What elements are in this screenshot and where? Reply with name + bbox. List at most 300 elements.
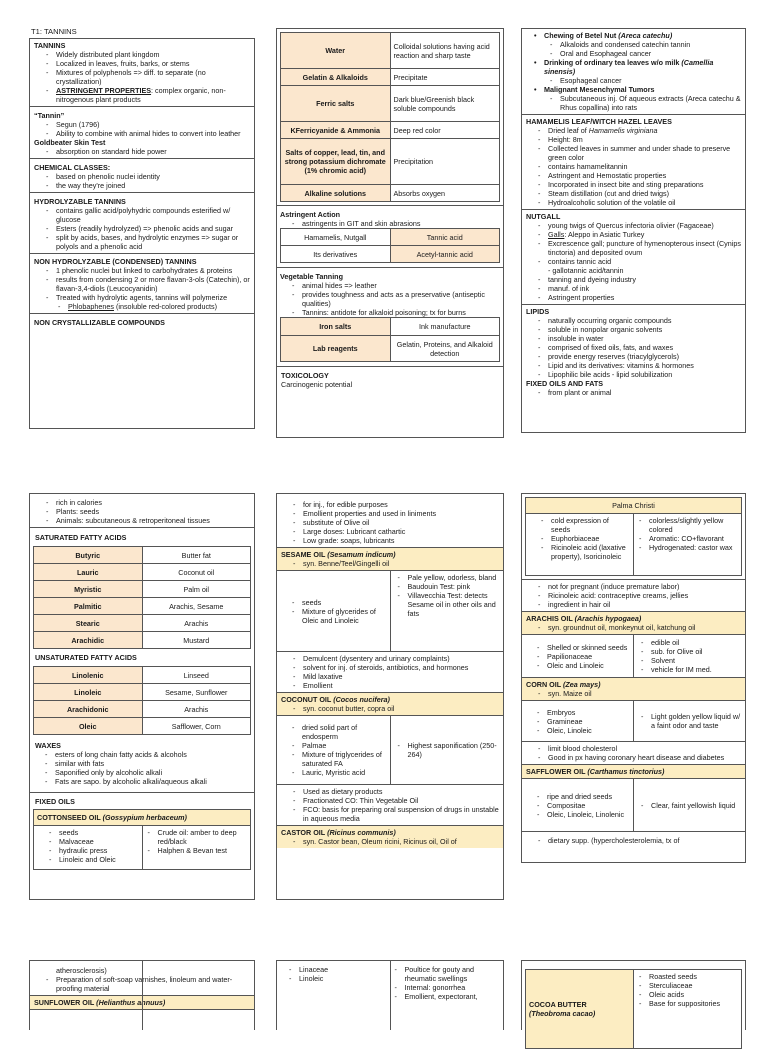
list-item: - Oleic acids bbox=[639, 990, 738, 999]
sesame-heading-section bbox=[277, 548, 503, 571]
list-item: - Shelled or skinned seeds bbox=[537, 643, 630, 652]
table-cell bbox=[634, 701, 746, 741]
table-row bbox=[522, 635, 745, 677]
list-item: - vehicle for IM med. bbox=[641, 665, 742, 674]
intro-section bbox=[30, 494, 254, 528]
table-cell bbox=[390, 716, 503, 784]
list-item: - ingredient in hair oil bbox=[538, 600, 741, 609]
list-item: - young twigs of Quercus infectoria olivier (Fagaceae) bbox=[538, 221, 741, 230]
arachis-body bbox=[522, 635, 745, 678]
divider bbox=[142, 961, 143, 1030]
table-cell: Tannic acid bbox=[390, 229, 500, 246]
astringent-table bbox=[280, 228, 500, 263]
lipids-heading: LIPIDS bbox=[526, 307, 550, 316]
sesame-body bbox=[277, 571, 503, 652]
list-item: - edible oil bbox=[641, 638, 742, 647]
list-item: - Incorporated in insect bite and sting preparations bbox=[538, 180, 741, 189]
list-item: - syn. coconut butter, copra oil bbox=[293, 704, 499, 713]
list-item: - Gramineae bbox=[537, 717, 630, 726]
list-item: - Crude oil: amber to deep red/black bbox=[148, 828, 248, 846]
table-cell: KFerricyanide & Ammonia bbox=[281, 122, 391, 139]
table-cell bbox=[634, 514, 742, 576]
list-item: - cold expression of seeds bbox=[541, 516, 630, 534]
table-cell: Colloidal solutions having acid reaction and sharp taste bbox=[390, 33, 500, 69]
coconut-sci: (Cocos nucifera) bbox=[333, 695, 390, 704]
list-item: - syn. Castor bean, Oleum ricini, Ricinus oil, Oil of bbox=[293, 837, 499, 846]
castor-sci: (Ricinus communis) bbox=[327, 828, 396, 837]
list-item bbox=[534, 31, 741, 40]
list-item: - Light golden yellow liquid w/ a faint odor and taste bbox=[641, 712, 742, 730]
table-cell: Arachidic bbox=[34, 632, 143, 649]
list-item: - Emollient properties and used in liniments bbox=[293, 509, 499, 518]
oils-panel-3 bbox=[29, 960, 255, 1030]
list-item: - Emollient, expectorant, bbox=[395, 992, 504, 1001]
list-item: • Malignant Mesenchymal Tumors bbox=[534, 85, 741, 94]
table-cell: Precipitation bbox=[390, 139, 500, 185]
table-cell: Gelatin & Alkaloids bbox=[281, 69, 391, 86]
list-item: - Large doses: Lubricant cathartic bbox=[293, 527, 499, 536]
table-cell: Deep red color bbox=[390, 122, 500, 139]
toxicology-text: Carcinogenic potential bbox=[281, 380, 353, 389]
list-item: - Base for suppositories bbox=[639, 999, 738, 1008]
oils-panel-1 bbox=[276, 493, 504, 900]
table-cell: Palmitic bbox=[34, 598, 143, 615]
list-item: - Demulcent (dysentery and urinary complaints) bbox=[293, 654, 499, 663]
table-row bbox=[522, 779, 745, 831]
linseed-body bbox=[277, 961, 503, 1030]
corn-table bbox=[522, 701, 745, 741]
palma-table bbox=[525, 497, 742, 576]
arachis-name: ARACHIS OIL bbox=[526, 614, 573, 623]
list-item: - similar with fats bbox=[45, 759, 251, 768]
corn-heading-section bbox=[522, 678, 745, 701]
table-row bbox=[34, 667, 251, 684]
table-cell: Precipitate bbox=[390, 69, 500, 86]
list-item: - 1 phenolic nuclei but linked to carbohydrates & proteins bbox=[46, 266, 250, 275]
list-item: - Low grade: soaps, lubricants bbox=[293, 536, 499, 545]
cocoa-heading bbox=[526, 970, 634, 1049]
table-cell: Linolenic bbox=[34, 667, 143, 684]
astringent-action-heading: Astringent Action bbox=[280, 210, 341, 219]
list-item: - Astringent properties bbox=[538, 293, 741, 302]
table-cell: Arachis bbox=[142, 615, 251, 632]
list-item: - from plant or animal bbox=[538, 388, 741, 397]
list-item: - based on phenolic nuclei identity bbox=[46, 172, 250, 181]
linseed-left bbox=[277, 961, 391, 1030]
list-item: - colorless/slightly yellow colored bbox=[639, 516, 738, 534]
unsaturated-table bbox=[33, 666, 251, 735]
toxicology-heading: TOXICOLOGY bbox=[281, 371, 329, 380]
list-item bbox=[534, 58, 741, 76]
nutgall-section bbox=[522, 210, 745, 305]
table-cell bbox=[522, 635, 634, 677]
list-item: - FCO: basis for preparing oral suspension of drugs in unstable in aqueous media bbox=[293, 805, 499, 823]
list-item: - soluble in nonpolar organic solvents bbox=[538, 325, 741, 334]
table-cell bbox=[142, 826, 251, 870]
astringent-label: ASTRINGENT PROPERTIES bbox=[56, 86, 152, 95]
list-item: - Papilionaceae bbox=[537, 652, 630, 661]
tannin-word-section bbox=[30, 107, 254, 159]
list-item: - Widely distributed plant kingdom bbox=[46, 50, 250, 59]
tannins-panel bbox=[29, 38, 255, 429]
table-cell: Stearic bbox=[34, 615, 143, 632]
galls-text: : Aleppo in Asiatic Turkey bbox=[564, 230, 645, 239]
table-cell: Hamamelis, Nutgall bbox=[281, 229, 391, 246]
list-item: - seeds bbox=[292, 598, 387, 607]
list-item: - Ricinoleic acid (laxative property), Isoricinoleic bbox=[541, 543, 630, 561]
list-item: - substitute of Olive oil bbox=[293, 518, 499, 527]
list-item: - syn. Benne/Teel/Gingelli oil bbox=[293, 559, 499, 568]
list-item: - Villavecchia Test: detects Sesame oil in other oils and fats bbox=[398, 591, 501, 618]
table-row bbox=[281, 185, 500, 202]
list-item: - Height: 8m bbox=[538, 135, 741, 144]
tea-label: Drinking of ordinary tea leaves w/o milk bbox=[544, 58, 680, 67]
list-item: - contains tannic acid bbox=[538, 257, 741, 266]
continued-text: atherosclerosis) bbox=[56, 966, 107, 975]
betel-sci: (Areca catechu) bbox=[618, 31, 673, 40]
list-item: - Good in px having coronary heart disease and diabetes bbox=[538, 753, 741, 762]
table-row bbox=[281, 229, 500, 246]
table-row bbox=[281, 69, 500, 86]
table-cell: Coconut oil bbox=[142, 564, 251, 581]
table-row bbox=[34, 684, 251, 701]
noncrystallizable-section bbox=[30, 314, 254, 329]
table-cell: Water bbox=[281, 33, 391, 69]
hamamelis-sci: Hamamelis virginiana bbox=[588, 126, 658, 135]
list-item: - Esophageal cancer bbox=[550, 76, 741, 85]
list-item: - Alkaloids and condensed catechin tannin bbox=[550, 40, 741, 49]
reactions-panel bbox=[276, 28, 504, 438]
table-cell bbox=[526, 514, 634, 576]
table-cell bbox=[634, 779, 746, 831]
tannins-section bbox=[30, 39, 254, 107]
safflower-body bbox=[522, 779, 745, 832]
list-item: - Embryos bbox=[537, 708, 630, 717]
list-item bbox=[538, 230, 741, 239]
list-item: - Excrescence gall; puncture of hymenopterous insect (Cynips tinctoria) and deposited ovum bbox=[538, 239, 741, 257]
list-item: - Fats are sapo. by alcoholic alkali/aqueous alkali bbox=[45, 777, 251, 786]
table-row bbox=[281, 139, 500, 185]
corn-name: CORN OIL bbox=[526, 680, 562, 689]
list-item: - split by acids, bases, and hydrolytic enzymes => sugar or polyols and a phenolic acid bbox=[46, 233, 250, 251]
corn-body bbox=[522, 701, 745, 742]
oils-panel-5 bbox=[521, 960, 746, 1030]
list-item bbox=[58, 302, 250, 311]
table-row bbox=[281, 122, 500, 139]
list-item: - Palmae bbox=[292, 741, 387, 750]
list-item: - Astringent and Hemostatic properties bbox=[538, 171, 741, 180]
corn-sci: (Zea mays) bbox=[563, 680, 601, 689]
table-cell bbox=[522, 779, 634, 831]
table-row bbox=[281, 33, 500, 69]
list-item: - Treated with hydrolytic agents, tannins will polymerize bbox=[46, 293, 250, 302]
tannin-word-heading: “Tannin” bbox=[34, 111, 65, 120]
coconut-table bbox=[277, 716, 503, 784]
galls-label: Galls bbox=[548, 230, 565, 239]
arachis-table bbox=[522, 635, 745, 677]
list-item: - Lipid and its derivatives: vitamins & hormones bbox=[538, 361, 741, 370]
list-item: - not for pregnant (induce premature labor) bbox=[538, 582, 741, 591]
list-item: - Oleic, Linoleic bbox=[537, 726, 630, 735]
list-item: - Collected leaves in summer and under shade to preserve green color bbox=[538, 144, 741, 162]
table-row bbox=[34, 615, 251, 632]
table-cell: Arachis bbox=[142, 701, 251, 718]
table-row bbox=[34, 718, 251, 735]
list-item: - Used as dietary products bbox=[293, 787, 499, 796]
safflower-heading-section bbox=[522, 765, 745, 779]
sesame-name: SESAME OIL bbox=[281, 550, 326, 559]
table-cell: Salts of copper, lead, tin, and strong potassium dichromate (1% chromic acid) bbox=[281, 139, 391, 185]
list-item: - Emollient bbox=[293, 681, 499, 690]
list-item: - naturally occurring organic compounds bbox=[538, 316, 741, 325]
page-title: T1: TANNINS bbox=[31, 27, 77, 36]
noncrystallizable-heading: NON CRYSTALLIZABLE COMPOUNDS bbox=[34, 318, 165, 327]
goldbeater-heading: Goldbeater Skin Test bbox=[34, 138, 106, 147]
list-item: - Poultice for gouty and rheumatic swellings bbox=[395, 965, 504, 983]
cocoa-sci: (Theobroma cacao) bbox=[529, 1009, 596, 1018]
table-row bbox=[34, 826, 251, 870]
table-row bbox=[277, 716, 503, 784]
linseed-right bbox=[391, 961, 504, 1030]
list-item: - Oleic and Linoleic bbox=[537, 661, 630, 670]
list-item: - syn. groundnut oil, monkeynut oil, katchung oil bbox=[538, 623, 741, 632]
list-item: - Localized in leaves, fruits, barks, or stems bbox=[46, 59, 250, 68]
list-item: - ripe and dried seeds bbox=[537, 792, 630, 801]
table-cell bbox=[390, 571, 503, 651]
sesame-uses-section bbox=[277, 652, 503, 693]
cocoa-table bbox=[525, 969, 742, 1049]
list-item bbox=[538, 126, 741, 135]
safflower-uses-section bbox=[522, 832, 745, 847]
list-item: - Linoleic and Oleic bbox=[49, 855, 139, 864]
vegetable-tanning-heading: Vegetable Tanning bbox=[280, 272, 343, 281]
table-row bbox=[34, 564, 251, 581]
sesame-table bbox=[277, 571, 503, 651]
list-item bbox=[46, 86, 250, 104]
sunflower-name: SUNFLOWER OIL bbox=[34, 998, 95, 1007]
list-item: - Mixtures of polyphenols => diff. to separate (no crystallization) bbox=[46, 68, 250, 86]
table-cell: Iron salts bbox=[281, 318, 391, 336]
list-item: - Baudouin Test: pink bbox=[398, 582, 501, 591]
fixed-oils-heading: FIXED OILS bbox=[35, 797, 75, 806]
list-item: - Hydroalcoholic solution of the volatile oil bbox=[538, 198, 741, 207]
astringent-text: : complex organic, non-nitrogenous plant products bbox=[56, 86, 226, 104]
carcinogen-section bbox=[522, 29, 745, 115]
tanning-table bbox=[280, 317, 500, 362]
table-row bbox=[281, 336, 500, 362]
fixed-oils-fats-heading: FIXED OILS AND FATS bbox=[526, 379, 604, 388]
table-cell: Its derivatives bbox=[281, 246, 391, 263]
list-item: - Halphen & Bevan test bbox=[148, 846, 248, 855]
table-cell: Arachidonic bbox=[34, 701, 143, 718]
cottonseed-name: COTTONSEED OIL bbox=[37, 813, 101, 822]
table-cell: Gelatin, Proteins, and Alkaloid detection bbox=[390, 336, 500, 362]
table-cell: Butter fat bbox=[142, 547, 251, 564]
list-item: - Ability to combine with animal hides to convert into leather bbox=[46, 129, 250, 138]
table-cell bbox=[634, 970, 742, 1049]
list-item: - esters of long chain fatty acids & alcohols bbox=[45, 750, 251, 759]
table-cell: Acetyl-tannic acid bbox=[390, 246, 500, 263]
list-item: - sub. for Olive oil bbox=[641, 647, 742, 656]
palma-section bbox=[522, 494, 745, 580]
list-item: - Plants: seeds bbox=[46, 507, 250, 516]
cottonseed-heading bbox=[34, 810, 251, 826]
list-item: - tanning and dyeing industry bbox=[538, 275, 741, 284]
cottonseed-sci: (Gossypium herbaceum) bbox=[102, 813, 187, 822]
list-item: - Fractionated CO: Thin Vegetable Oil bbox=[293, 796, 499, 805]
list-item: - Esters (readily hydrolyzed) => phenolic acids and sugar bbox=[46, 224, 250, 233]
list-item: - Linoleic bbox=[289, 974, 390, 983]
list-item: - Linaceae bbox=[289, 965, 390, 974]
corn-uses-section bbox=[522, 742, 745, 765]
table-row bbox=[526, 970, 742, 1049]
list-item: - Highest saponification (250-264) bbox=[398, 741, 501, 759]
list-item: - Lipophilic bile acids - lipid solubilization bbox=[538, 370, 741, 379]
table-cell bbox=[522, 701, 634, 741]
list-item: - astringents in GIT and skin abrasions bbox=[292, 219, 500, 228]
castor-heading-section bbox=[277, 826, 503, 848]
coconut-heading-section bbox=[277, 693, 503, 716]
table-row bbox=[526, 514, 742, 576]
list-item: - Mixture of glycerides of Oleic and Linoleic bbox=[292, 607, 387, 625]
list-item: - Saponified only by alcoholic alkali bbox=[45, 768, 251, 777]
list-item: - Roasted seeds bbox=[639, 972, 738, 981]
reagents-section bbox=[277, 29, 503, 206]
fixed-oils-section bbox=[30, 793, 254, 873]
betel-label: Chewing of Betel Nut bbox=[544, 31, 617, 40]
table-row bbox=[34, 810, 251, 826]
list-item: - Lauric, Myristic acid bbox=[292, 768, 387, 777]
table-cell: Sesame, Sunflower bbox=[142, 684, 251, 701]
chemical-classes-section bbox=[30, 159, 254, 193]
reagent-table bbox=[280, 32, 500, 202]
arachis-heading-section bbox=[522, 612, 745, 635]
table-row bbox=[281, 246, 500, 263]
palma-heading: Palma Christi bbox=[526, 498, 742, 514]
saturated-heading: SATURATED FATTY ACIDS bbox=[35, 533, 127, 542]
list-item: - Clear, faint yellowish liquid bbox=[641, 801, 742, 810]
table-row bbox=[34, 598, 251, 615]
table-row bbox=[34, 581, 251, 598]
waxes-heading: WAXES bbox=[35, 741, 61, 750]
nonhydrolyzable-heading: NON HYDROLYZABLE (CONDENSED) TANNINS bbox=[34, 257, 197, 266]
list-item: - Preparation of soft-soap varnishes, linoleum and water-proofing material bbox=[46, 975, 250, 993]
list-item: - Internal: gonorrhea bbox=[395, 983, 504, 992]
safflower-name: SAFFLOWER OIL bbox=[526, 767, 586, 776]
list-item: - Mixture of triglycerides of saturated FA bbox=[292, 750, 387, 768]
list-item: - Malvaceae bbox=[49, 837, 139, 846]
chemical-classes-heading: CHEMICAL CLASSES: bbox=[34, 163, 111, 172]
tea-sci: (Camellia sinensis) bbox=[544, 58, 714, 76]
list-item: - for inj., for edible purposes bbox=[293, 500, 499, 509]
coconut-uses-section bbox=[277, 785, 503, 826]
table-cell: Safflower, Corn bbox=[142, 718, 251, 735]
list-item: - Hydrogenated: castor wax bbox=[639, 543, 738, 552]
table-cell: Butyric bbox=[34, 547, 143, 564]
saturated-table bbox=[33, 546, 251, 649]
table-cell bbox=[277, 571, 390, 651]
hydrolyzable-heading: HYDROLYZABLE TANNINS bbox=[34, 197, 126, 206]
table-row bbox=[34, 701, 251, 718]
tannins-heading: TANNINS bbox=[34, 41, 66, 50]
table-row bbox=[526, 498, 742, 514]
list-item: - animal hides => leather bbox=[292, 281, 500, 290]
tannin-sources-panel bbox=[521, 28, 746, 433]
hamamelis-section bbox=[522, 115, 745, 210]
table-row bbox=[281, 86, 500, 122]
list-item-text: Dried leaf of bbox=[548, 126, 589, 135]
table-cell: Alkaline solutions bbox=[281, 185, 391, 202]
toxicology-section bbox=[277, 367, 503, 391]
table-cell bbox=[277, 716, 390, 784]
list-item: - provide energy reserves (triacylglycerols) bbox=[538, 352, 741, 361]
list-item: - comprised of fixed oils, fats, and waxes bbox=[538, 343, 741, 352]
cottonseed-uses-section bbox=[277, 494, 503, 548]
hamamelis-heading: HAMAMELIS LEAF/WITCH HAZEL LEAVES bbox=[526, 117, 672, 126]
list-item: - Segun (1796) bbox=[46, 120, 250, 129]
list-item: - Steam distillation (cut and dried twigs) bbox=[538, 189, 741, 198]
hydrolyzable-section bbox=[30, 193, 254, 254]
list-item: - rich in calories bbox=[46, 498, 250, 507]
palma-uses-section bbox=[522, 580, 745, 612]
sunflower-body bbox=[30, 1010, 254, 1030]
gallotannic-text: - gallotannic acid/tannin bbox=[548, 266, 624, 275]
table-cell bbox=[34, 826, 143, 870]
lipids-section bbox=[522, 305, 745, 399]
table-cell: Mustard bbox=[142, 632, 251, 649]
list-item: - solvent for inj. of steroids, antibiotics, and hormones bbox=[293, 663, 499, 672]
phlobaphenes-text: (insoluble red-colored products) bbox=[113, 302, 218, 311]
list-item: - Tannins: antidote for alkaloid poisoning; tx for burns bbox=[292, 308, 500, 317]
list-item: - seeds bbox=[49, 828, 139, 837]
saturated-section bbox=[30, 528, 254, 793]
phlobaphenes-label: Phlobaphenes bbox=[68, 302, 114, 311]
astringent-action-section bbox=[277, 206, 503, 268]
nonhydrolyzable-section bbox=[30, 254, 254, 314]
list-item: - Oleic, Linoleic, Linolenic bbox=[537, 810, 630, 819]
list-item: - insoluble in water bbox=[538, 334, 741, 343]
safflower-table bbox=[522, 779, 745, 831]
table-cell: Dark blue/Greenish black soluble compounds bbox=[390, 86, 500, 122]
table-row bbox=[277, 571, 503, 651]
table-cell: Absorbs oxygen bbox=[390, 185, 500, 202]
table-cell bbox=[634, 635, 746, 677]
table-cell: Linseed bbox=[142, 667, 251, 684]
table-cell: Lauric bbox=[34, 564, 143, 581]
castor-name: CASTOR OIL bbox=[281, 828, 326, 837]
list-item: - provides toughness and acts as a preservative (antiseptic qualities) bbox=[292, 290, 500, 308]
table-cell: Ferric salts bbox=[281, 86, 391, 122]
list-item: - Animals: subcutaneous & retroperitoneal tissues bbox=[46, 516, 250, 525]
list-item: - Mild laxative bbox=[293, 672, 499, 681]
table-cell: Palm oil bbox=[142, 581, 251, 598]
table-row bbox=[34, 632, 251, 649]
list-item: - absorption on standard hide power bbox=[46, 147, 250, 156]
list-item: - contains gallic acid/polyhydric compounds esterified w/ glucose bbox=[46, 206, 250, 224]
unsaturated-heading: UNSATURATED FATTY ACIDS bbox=[35, 653, 137, 662]
coconut-name: COCONUT OIL bbox=[281, 695, 332, 704]
list-item: - Ricinoleic acid: contraceptive creams, jellies bbox=[538, 591, 741, 600]
table-cell: Oleic bbox=[34, 718, 143, 735]
cottonseed-table bbox=[33, 809, 251, 870]
list-item: - Oral and Esophageal cancer bbox=[550, 49, 741, 58]
list-item: - limit blood cholesterol bbox=[538, 744, 741, 753]
list-item: - dried solid part of endosperm bbox=[292, 723, 387, 741]
list-item: - Aromatic: CO+flavorant bbox=[639, 534, 738, 543]
table-row bbox=[522, 701, 745, 741]
list-item: - Sterculiaceae bbox=[639, 981, 738, 990]
list-item: - results from condensing 2 or more flavan-3-ols (Catechin), or flavan-3,4-diols (Leucocyanidin) bbox=[46, 275, 250, 293]
